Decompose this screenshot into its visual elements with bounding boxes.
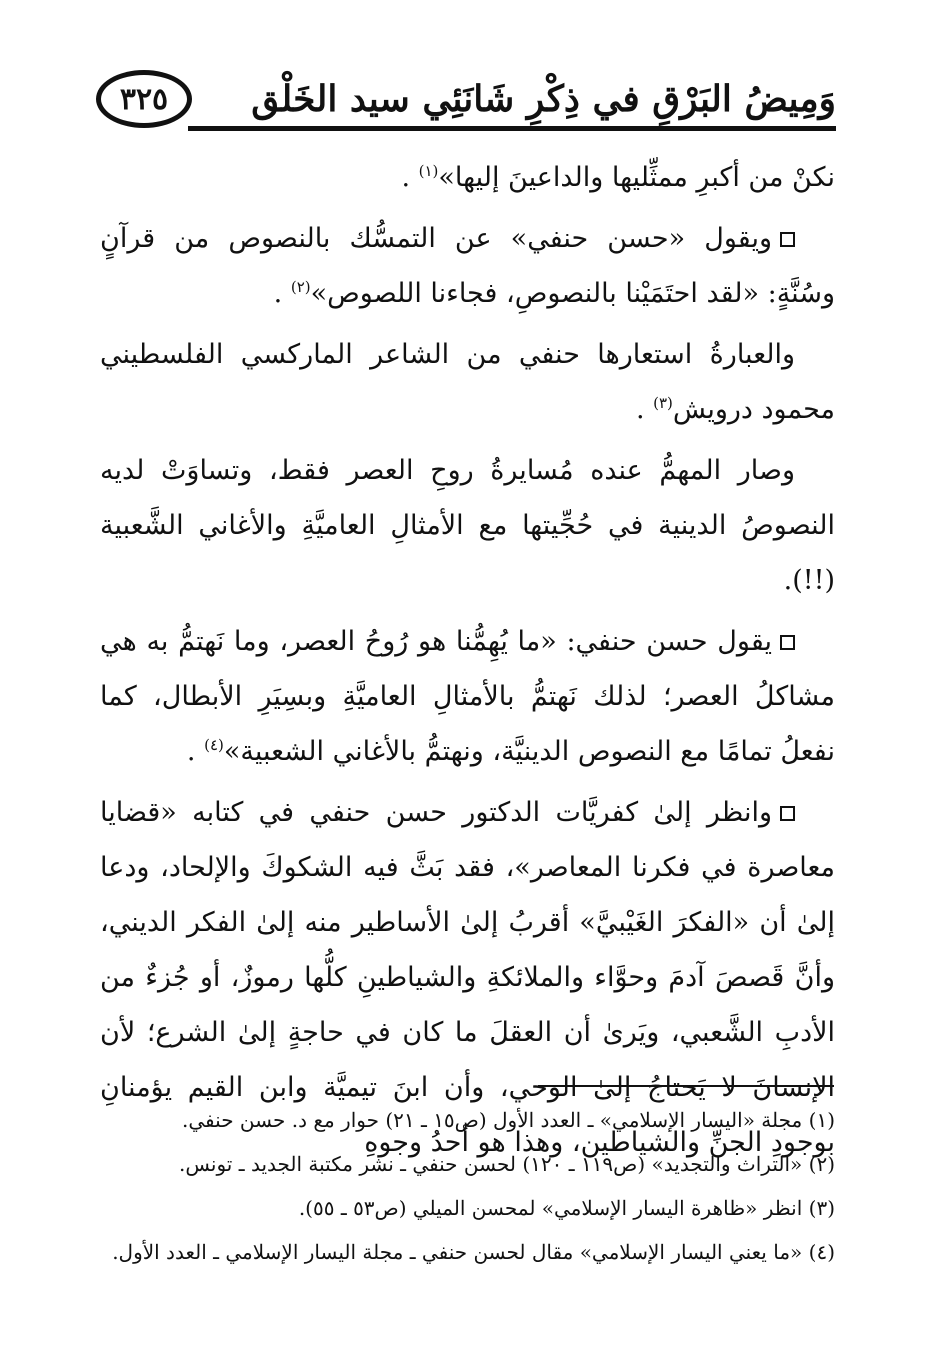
square-bullet-icon <box>780 232 795 247</box>
paragraph <box>100 443 835 608</box>
footnote: (٢) «التراث والتجديد» (ص١١٩ ـ ١٢٠) لحسن حنفي ـ نشر مكتبة الجديد ـ تونس. <box>179 1152 835 1176</box>
header-rule <box>188 126 836 131</box>
paragraph-text: والعبارةُ استعارها حنفي من الشاعر الماركسي الفلسطيني محمود درويش <box>100 339 835 425</box>
paragraph-text: يقول حسن حنفي: «ما يُهِمُّنا هو رُوحُ العصر، وما نَهتمُّ به هي مشاكلُ العصر؛ لذلك نَهتمُّ بالأمثالِ العاميَّةِ وبسِيَرِ الأبطال، كما نفعلُ تمامًا مع النصوص الدينيَّة، ونهتمُّ بالأغاني الشعبية» <box>100 626 835 767</box>
footnote-ref[interactable]: (١) <box>418 162 439 180</box>
paragraph-text: وانظر إلىٰ كفريَّات الدكتور حسن حنفي في كتابه «قضايا معاصرة في فكرنا المعاصر»، فقد بَثَّ فيه الشكوكَ والإلحاد، ودعا إلىٰ أن «الفكرَ الغَيْبيَّ» أقربُ إلىٰ الأساطير منه إلىٰ الفكر الديني، وأنَّ قَصصَ آدمَ وحوَّاء والملائكةِ والشياطينِ كلُّها رموزٌ، أو جُزءٌ من الأدبِ الشَّعبي، ويَرىٰ أن العقلَ ما كان في حاجةٍ إلىٰ الشرع؛ لأن الإنسانَ لا يَحتاجُ إلىٰ الوحي، وأن ابنَ تيميَّة وابن القيم يؤمنانِ بوجودِ الجنِّ والشياطين، وهذا هو أحدُ وجوهِ <box>100 797 835 1158</box>
paragraph <box>100 150 835 205</box>
paragraph-text: وصار المهمُّ عنده مُسايرةُ روحِ العصر فقط، وتساوَتْ لديه النصوصُ الدينية في حُجِّيتها مع الأمثالِ العاميَّةِ والأغاني الشَّعبية (!!). <box>100 455 835 596</box>
paragraph <box>100 211 835 321</box>
footnote-ref[interactable]: (٣) <box>653 394 673 412</box>
footnote: (٤) «ما يعني اليسار الإسلامي» مقال لحسن حنفي ـ مجلة اليسار الإسلامي ـ العدد الأول. <box>112 1240 835 1264</box>
paragraph-text: نكنْ من أكبرِ ممثِّليها والداعينَ إليها» <box>438 162 835 193</box>
paragraph-tail: . <box>635 394 654 425</box>
paragraph-text: ويقول «حسن حنفي» عن التمسُّك بالنصوص من قرآنٍ وسُنَّةٍ: «لقد احتَمَيْنا بالنصوصِ، فجاءنا اللصوص» <box>100 223 835 309</box>
footnote-ref[interactable]: (٢) <box>290 278 311 296</box>
paragraph <box>100 327 835 437</box>
page-header <box>96 70 836 142</box>
square-bullet-icon <box>780 806 795 821</box>
running-title: وَمِيضُ البَرْقِ في ذِكْرِ شَانَئِي سيد الخَلْق <box>251 78 836 120</box>
paragraph-tail: . <box>186 736 205 767</box>
page-number-badge <box>96 70 192 128</box>
paragraph-tail: . <box>401 162 419 193</box>
footnote-separator <box>538 1085 834 1087</box>
footnote: (١) مجلة «اليسار الإسلامي» ـ العدد الأول (ص١٥ ـ ٢١) حوار مع د. حسن حنفي. <box>182 1108 835 1132</box>
footnote: (٣) انظر «ظاهرة اليسار الإسلامي» لمحسن الميلي (ص٥٣ ـ ٥٥). <box>298 1196 835 1220</box>
footnotes <box>100 1098 835 1274</box>
square-bullet-icon <box>780 635 795 650</box>
page-number: ٣٢٥ <box>119 81 169 117</box>
footnote-ref[interactable]: (٤) <box>204 736 224 754</box>
main-text <box>100 150 835 1176</box>
paragraph <box>100 614 835 779</box>
paragraph-tail: . <box>273 278 291 309</box>
